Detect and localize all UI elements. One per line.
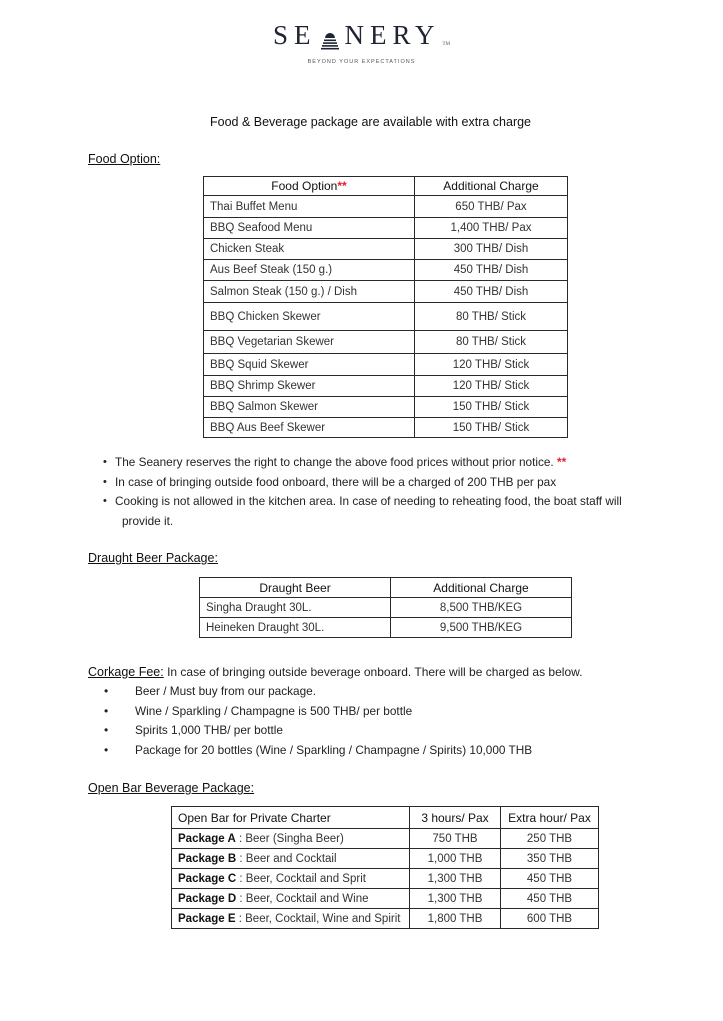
open-bar-3h-price: 1,000 THB (410, 849, 501, 869)
food-item: BBQ Squid Skewer (204, 354, 415, 376)
required-marker: ** (556, 455, 567, 469)
draught-charge: 8,500 THB/KEG (391, 598, 572, 618)
food-item: BBQ Vegetarian Skewer (204, 331, 415, 354)
table-row (172, 869, 599, 889)
draught-charge: 9,500 THB/KEG (391, 618, 572, 638)
draught-table-header (200, 578, 572, 598)
list-item: • Beer / Must buy from our package. (104, 682, 624, 702)
table-row (172, 889, 599, 909)
open-bar-col-extra: Extra hour/ Pax (501, 807, 599, 829)
table-row (204, 239, 568, 260)
open-bar-3h-price: 1,300 THB (410, 869, 501, 889)
open-bar-extra-price: 450 THB (501, 869, 599, 889)
table-row (204, 354, 568, 376)
open-bar-package: Package E : Beer, Cocktail, Wine and Spirit (172, 909, 410, 929)
food-notes-list (102, 453, 662, 531)
table-row (204, 331, 568, 354)
brand-logo (0, 22, 723, 49)
table-row (204, 303, 568, 331)
tagline: BEYOND YOUR EXPECTATIONS (307, 59, 416, 65)
list-item: • In case of bringing outside food onboard, there will be a charged of 200 THB per pax (102, 473, 662, 493)
table-row (204, 418, 568, 438)
open-bar-extra-price: 250 THB (501, 829, 599, 849)
open-bar-table-header (172, 807, 599, 829)
table-row (204, 281, 568, 303)
food-charge: 1,400 THB/ Pax (415, 218, 568, 239)
table-row (204, 196, 568, 218)
page-heading: Food & Beverage package are available with extra charge (209, 115, 532, 129)
table-row (200, 618, 572, 638)
corkage-paragraph (88, 665, 582, 679)
food-charge: 120 THB/ Stick (415, 376, 568, 397)
food-item: Thai Buffet Menu (204, 196, 415, 218)
food-item: BBQ Salmon Skewer (204, 397, 415, 418)
food-charge: 80 THB/ Stick (415, 303, 568, 331)
table-row (204, 397, 568, 418)
food-charge: 450 THB/ Dish (415, 281, 568, 303)
corkage-intro: In case of bringing outside beverage onboard. There will be charged as below. (163, 665, 583, 679)
table-row (172, 909, 599, 929)
open-bar-extra-price: 450 THB (501, 889, 599, 909)
food-table (203, 176, 568, 438)
list-item: • Spirits 1,000 THB/ per bottle (104, 721, 624, 741)
food-item: Salmon Steak (150 g.) / Dish (204, 281, 415, 303)
food-charge: 80 THB/ Stick (415, 331, 568, 354)
food-item: Aus Beef Steak (150 g.) (204, 260, 415, 281)
open-bar-3h-price: 1,800 THB (410, 909, 501, 929)
table-row (200, 598, 572, 618)
food-col-charge: Additional Charge (415, 177, 568, 196)
food-charge: 300 THB/ Dish (415, 239, 568, 260)
table-row (204, 218, 568, 239)
food-charge: 450 THB/ Dish (415, 260, 568, 281)
food-charge: 150 THB/ Stick (415, 418, 568, 438)
logo-text-left: SE (272, 20, 317, 50)
draught-table (199, 577, 572, 638)
open-bar-package: Package B : Beer and Cocktail (172, 849, 410, 869)
list-item: • Package for 20 bottles (Wine / Sparkling / Champagne / Spirits) 10,000 THB (104, 741, 624, 761)
food-table-header (204, 177, 568, 196)
corkage-list (104, 682, 624, 761)
open-bar-col-3h: 3 hours/ Pax (410, 807, 501, 829)
open-bar-package: Package A : Beer (Singha Beer) (172, 829, 410, 849)
open-bar-extra-price: 600 THB (501, 909, 599, 929)
open-bar-col-package: Open Bar for Private Charter (172, 807, 410, 829)
logo-text-right: NERY (344, 20, 441, 50)
open-bar-package: Package D : Beer, Cocktail and Wine (172, 889, 410, 909)
open-bar-section-title: Open Bar Beverage Package: (88, 781, 255, 795)
table-row (204, 376, 568, 397)
food-item: BBQ Aus Beef Skewer (204, 418, 415, 438)
table-row (204, 260, 568, 281)
draught-section-title: Draught Beer Package: (88, 551, 218, 565)
food-charge: 150 THB/ Stick (415, 397, 568, 418)
food-item: BBQ Seafood Menu (204, 218, 415, 239)
list-item: • The Seanery reserves the right to change the above food prices without prior notice. ** (102, 453, 662, 473)
food-charge: 650 THB/ Pax (415, 196, 568, 218)
food-item: BBQ Chicken Skewer (204, 303, 415, 331)
food-charge: 120 THB/ Stick (415, 354, 568, 376)
food-item: Chicken Steak (204, 239, 415, 260)
food-section-title: Food Option: (88, 152, 161, 166)
open-bar-table (171, 806, 599, 929)
table-row (172, 849, 599, 869)
draught-col-item: Draught Beer (200, 578, 391, 598)
corkage-section-title: Corkage Fee: (88, 665, 164, 679)
food-col-item: Food Option** (204, 177, 415, 196)
food-item: BBQ Shrimp Skewer (204, 376, 415, 397)
logo-a-sunset-icon (319, 28, 341, 48)
draught-item: Singha Draught 30L. (200, 598, 391, 618)
logo-wordmark (273, 22, 450, 49)
required-marker: ** (337, 179, 347, 193)
draught-col-charge: Additional Charge (391, 578, 572, 598)
list-item: • Wine / Sparkling / Champagne is 500 THB/ per bottle (104, 702, 624, 722)
list-item: • Cooking is not allowed in the kitchen area. In case of needing to reheating food, the boat staff will provide it. (102, 492, 662, 531)
open-bar-package: Package C : Beer, Cocktail and Sprit (172, 869, 410, 889)
trademark: TM (442, 42, 451, 47)
open-bar-extra-price: 350 THB (501, 849, 599, 869)
open-bar-3h-price: 750 THB (410, 829, 501, 849)
draught-item: Heineken Draught 30L. (200, 618, 391, 638)
open-bar-3h-price: 1,300 THB (410, 889, 501, 909)
table-row (172, 829, 599, 849)
